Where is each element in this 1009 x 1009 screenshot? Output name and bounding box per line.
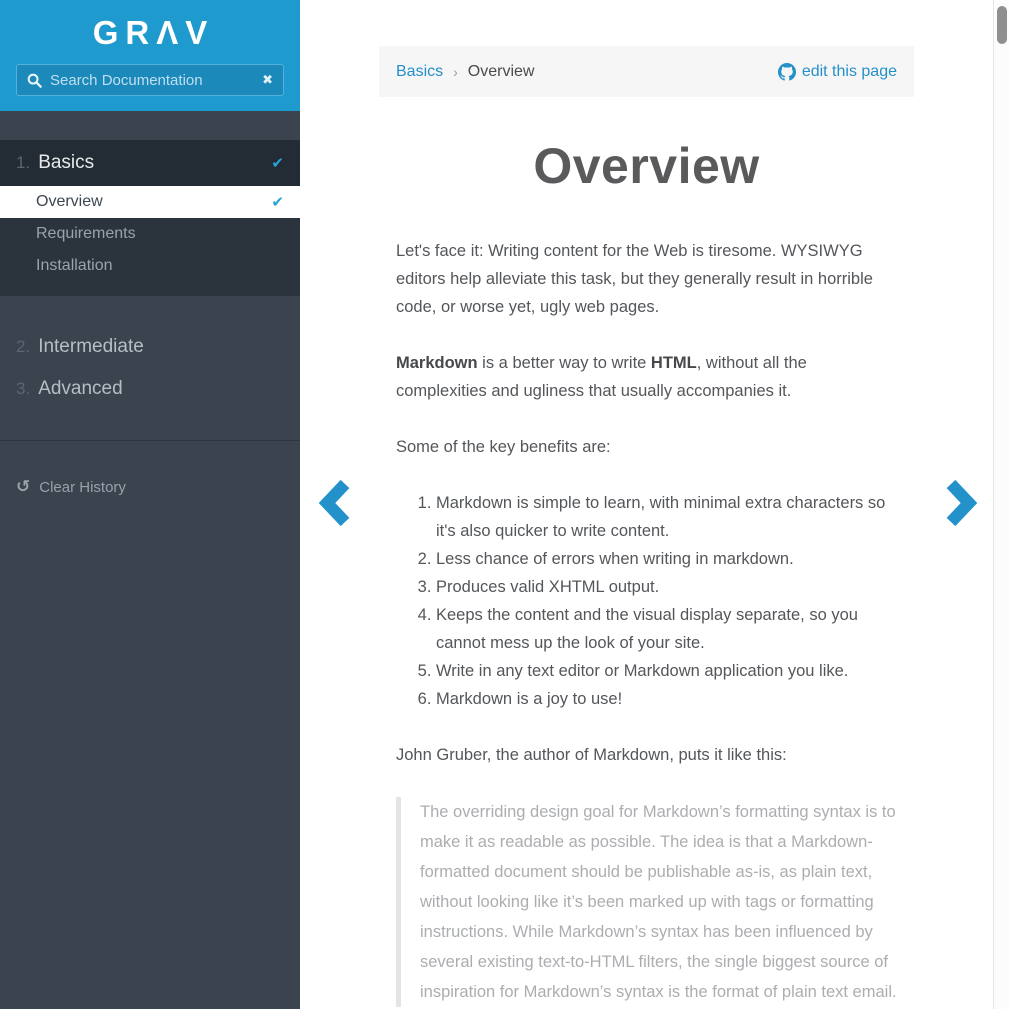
section-number: 3. [16, 379, 31, 398]
sidebar-item-overview[interactable] [0, 186, 300, 218]
bold-html: HTML [650, 354, 697, 372]
sidebar-header [0, 0, 300, 111]
breadcrumb-separator-icon: › [453, 63, 458, 80]
prev-page-button[interactable] [318, 477, 352, 529]
list-item: 5. Write in any text editor or Markdown application you like. [436, 657, 897, 685]
section-label: Intermediate [38, 336, 144, 357]
sidebar-nav [0, 111, 300, 505]
sidebar-item-installation[interactable] [0, 250, 300, 282]
markdown-paragraph [396, 349, 897, 405]
edit-this-page-link[interactable] [778, 63, 897, 81]
sidebar [0, 0, 300, 1009]
list-item: 2. Less chance of errors when writing in markdown. [436, 545, 897, 573]
check-icon: ✔ [271, 154, 284, 172]
search-input[interactable] [50, 72, 262, 89]
item-label: Requirements [36, 225, 136, 242]
edit-link-label: edit this page [801, 62, 897, 80]
sidebar-section-advanced[interactable] [0, 368, 300, 410]
github-icon [778, 63, 796, 81]
content-column [379, 46, 914, 1007]
scrollbar[interactable] [993, 0, 1009, 1009]
clear-history-label: Clear History [39, 478, 126, 496]
search-clear-icon[interactable]: ✖ [262, 72, 273, 88]
benefits-lead: Some of the key benefits are: [396, 438, 611, 456]
basics-children [0, 186, 300, 296]
text-fragment: is a better way to write [477, 354, 651, 372]
list-item: 1. Markdown is simple to learn, with minimal extra characters so it's also quicker to write content. [436, 489, 897, 545]
breadcrumb [379, 46, 914, 97]
sidebar-divider [0, 440, 300, 441]
sidebar-section-basics[interactable] [0, 140, 300, 186]
intro-paragraph: Let's face it: Writing content for the Web is tiresome. WYSIWYG editors help alleviate this task, but they generally result in horrible code, or worse yet, ugly web pages. [396, 242, 873, 316]
history-icon: ↺ [16, 477, 31, 497]
section-label: Basics [38, 152, 95, 173]
clear-history-button[interactable] [0, 469, 142, 505]
list-item: 6. Markdown is a joy to use! [436, 685, 897, 713]
search-icon [27, 73, 42, 88]
item-label: Installation [36, 257, 113, 274]
page-title: Overview [533, 138, 760, 194]
list-item: 4. Keeps the content and the visual display separate, so you cannot mess up the look of your site. [436, 601, 897, 657]
nav-spacer [0, 296, 300, 326]
chevron-left-icon [318, 477, 352, 529]
markdown-quote: The overriding design goal for Markdown’s formatting syntax is to make it as readable as possible. The idea is that a Markdown-formatted document should be publishable as-is, as plain text, without looking like it’s been marked up with tags or formatting instructions. While Markdown’s syntax has been influenced by several existing text-to-HTML filters, the single biggest source of inspiration for Markdown’s syntax is the format of plain text email. [396, 797, 897, 1007]
grav-logo: GRΛV [92, 14, 215, 51]
check-icon: ✔ [271, 193, 284, 211]
nav-spacer [0, 410, 300, 440]
gruber-lead: John Gruber, the author of Markdown, puts it like this: [396, 746, 787, 764]
sidebar-item-requirements[interactable] [0, 218, 300, 250]
breadcrumb-link-basics[interactable]: Basics [396, 62, 444, 80]
item-label: Overview [36, 193, 103, 210]
breadcrumb-current-page: Overview [467, 62, 535, 80]
benefits-list [396, 489, 897, 713]
bold-markdown: Markdown [396, 354, 478, 372]
scrollbar-thumb[interactable] [997, 6, 1007, 44]
main-content [300, 0, 993, 1009]
text-fragment: , without all the complexities and ugliness that usually accompanies it. [396, 354, 807, 400]
section-number: 2. [16, 337, 31, 356]
section-number: 1. [16, 153, 31, 172]
section-label: Advanced [38, 378, 123, 399]
sidebar-section-intermediate[interactable] [0, 326, 300, 368]
chevron-right-icon [944, 477, 978, 529]
list-item: 3. Produces valid XHTML output. [436, 573, 897, 601]
search-box [16, 64, 284, 96]
next-page-button[interactable] [944, 477, 978, 529]
